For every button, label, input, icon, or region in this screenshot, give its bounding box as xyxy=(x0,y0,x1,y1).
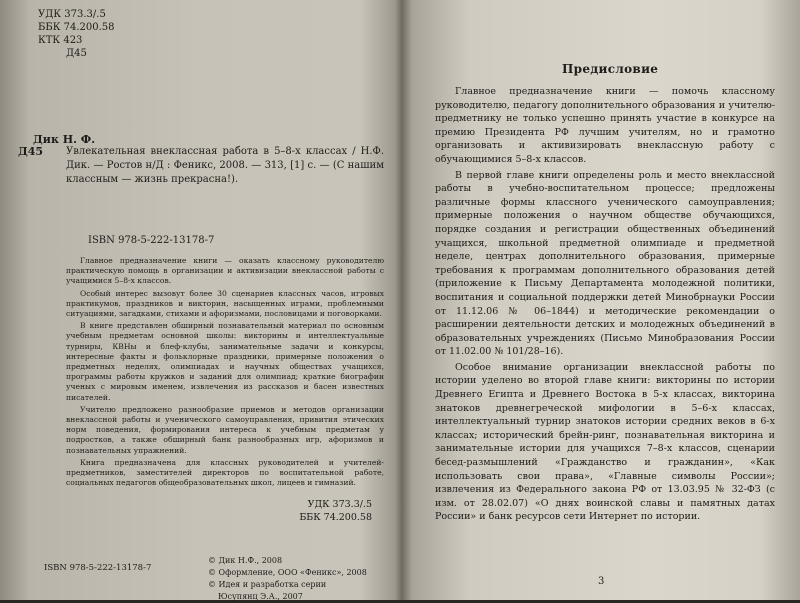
annotation xyxy=(66,256,384,490)
bibliographic-entry: Увлекательная внеклассная работа в 5–8-х классах / Н.Ф. Дик. — Ростов н/Д : Феникс, 2008. — 313, [1] с. — (С нашим классным — жизнь прекрасна!). xyxy=(66,146,384,185)
copyright-line: © Дик Н.Ф., 2008 xyxy=(208,556,283,565)
udc-line: УДК 373.3/.5 xyxy=(307,499,372,510)
code-margin: Д45 xyxy=(18,145,44,158)
annotation-paragraph: Книга предназначена для классных руководителей и учителей-предметников, заместителей директоров по воспитательной работе, социальных педагогов общеобразовательных школ, лицеев и гимназий. xyxy=(66,457,384,488)
annotation-paragraph: В книге представлен обширный познавательный материал по основным учебным предметам основной школы: викторины и интеллектуальные турниры, КВНы и блеф-клубы, занимательные задачи и конкурсы, интересные факты и фольклорные праздники, примерные положения о предметных неделях, олимпиадах и научных обществах учащихся, программы работы кружков и заданий для олимпиад; краткие биографии ученых с мировым именем, извлечения из рассказов и басен известных писателей. xyxy=(66,321,384,402)
copyright-line: © Оформление, ООО «Феникс», 2008 xyxy=(208,568,367,577)
udc-block-bottom xyxy=(292,498,372,524)
author-heading: Дик Н. Ф. xyxy=(33,133,96,146)
right-page xyxy=(432,0,782,600)
bbk-line: ББК 74.200.58 xyxy=(38,22,115,33)
udc-block-top xyxy=(38,8,115,60)
annotation-paragraph: Учителю предложено разнообразие приемов и методов организации внеклассной работы и ученического самоуправления, привития этических норм поведения, формирования интереса к учебным предметам у подростков, а также обширный банк разнообразных игр, афоризмов и познавательных упражнений. xyxy=(66,404,384,455)
udc-line: УДК 373.3/.5 xyxy=(38,9,106,20)
copyright-block xyxy=(208,555,367,603)
page-number: 3 xyxy=(598,576,605,587)
preface-paragraph: Главное предназначение книги — помочь классному руководителю, педагогу дополнительного образования и учителю-предметнику не только успешно принять участие в конкурсе на премию Президента РФ лучшим учителям, но и грамотно организовать и активизировать внеклассную работу с обучающимися 5–8-х классов. xyxy=(435,86,775,165)
copyright-line: © Идея и разработка серии xyxy=(208,580,327,589)
preface-paragraph: Особое внимание организации внеклассной работы по истории уделено во второй главе книги: викторины по истории Древнего Египта и Древнего Востока в 5-х классах, викторина знатоков древнегреческой мифологии в 5–6-х классах, интеллектуальный турнир знатоков истории средних веков в 6-х классах; исторический брейн-ринг, познавательная викторина и занимательные истории для учащихся 7–8-х классов, сценарии бесед-размышлений «Гражданство и гражданин», «Как использовать свои права», «Главные символы России»; извлечения из Федерального закона РФ от 13.03.95 № 32-ФЗ (с изм. от 28.02.07) «О днях воинской славы и памятных датах России» и банк ресурсов сети Интернет по истории. xyxy=(435,361,775,523)
annotation-paragraph: Особый интерес вызовут более 30 сценариев классных часов, игровых практикумов, праздников и викторин, насыщенных играми, проблемными ситуациями, загадками, стихами и афоризмами, пословицами и поговорками. xyxy=(66,288,384,319)
annotation-paragraph: Главное предназначение книги — оказать классному руководителю практическую помощь в организации и активизации внеклассной работы с учащимися 5–8-х классов. xyxy=(66,256,384,286)
isbn-bottom: ISBN 978-5-222-13178-7 xyxy=(44,563,152,573)
left-page xyxy=(18,0,392,601)
preface-body xyxy=(435,85,775,526)
page-title: Предисловие xyxy=(562,62,659,76)
copyright-line: Юсупянц Э.А., 2007 xyxy=(218,592,303,601)
preface-paragraph: В первой главе книги определены роль и место внеклассной работы в учебно-воспитательном процессе; предложены различные формы классного ученического самоуправления; примерные положения о научном обществе обучающихся, порядке создания и регистрации общественных объединений учащихся, школьной предметной олимпиаде и предметной неделе, центрах дополнительного образования, примерные требования к программам дополнительного образования детей (приложение к Письму Департамента молодежной политики, воспитания и социальной поддержки детей Минобрнауки России от 11.12.06 № 06–1844) и методические рекомендации о расширении деятельности детских и молодежных объединений в образовательных учреждениях (Письмо Минобразования России от 11.02.00 № 101/28–16). xyxy=(435,169,775,358)
code-line: Д45 xyxy=(66,48,87,59)
ktk-line: КТК 423 xyxy=(38,35,83,46)
isbn-line: ISBN 978-5-222-13178-7 xyxy=(88,235,215,246)
bbk-line: ББК 74.200.58 xyxy=(299,512,372,523)
